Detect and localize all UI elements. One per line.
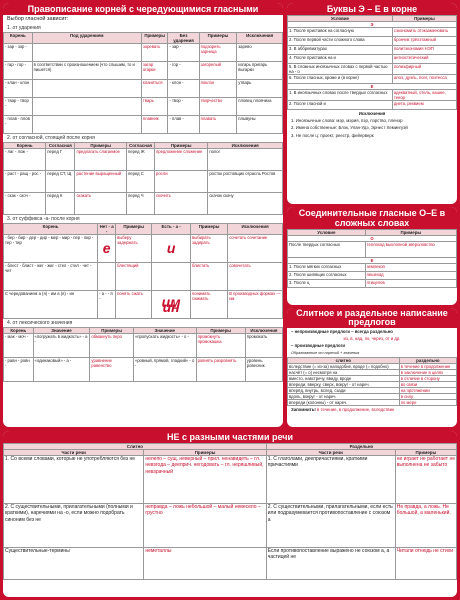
roots-panel <box>3 3 283 427</box>
roots-t4-cell: - мак - моч - <box>4 334 34 358</box>
ne-cell: 2. С существительными, прилагательными, если есть или подразумевается противопоставление с союзом а <box>266 504 395 548</box>
letters-cell: 1. В иноязычных словах после твердых согласных <box>288 90 393 101</box>
roots-t4-cell: уровень ровесник <box>245 358 282 382</box>
connect-row <box>288 242 457 258</box>
roots-section-4: 4. от лексического значения <box>7 320 73 326</box>
roots-t2-row <box>4 193 283 215</box>
roots-t2-header-1: Согласная <box>46 143 75 149</box>
roots-t3-header-2: Примеры <box>116 224 152 235</box>
roots-t4-header-3: Значение <box>133 328 196 334</box>
letters-cell: 6. После гласных, кроме и (в корне) <box>288 75 393 84</box>
prep-p2-sub: Образованные от наречий + значения <box>291 350 360 355</box>
roots-t1-cell: подзорить зарница <box>199 44 237 62</box>
ne-cell: неправда – ложь небольшой – малый невесело – грустно <box>144 504 266 548</box>
roots-t2-cell: растение выращенный <box>75 171 127 193</box>
prep-cell: в силу <box>399 393 456 399</box>
ne-header-2: Части речи <box>266 450 395 456</box>
roots-t2-header-3: Согласная <box>127 143 155 149</box>
letters-header-1: Примеры <box>392 16 456 22</box>
roots-section-1: 1. от ударения <box>7 25 41 31</box>
letters-row <box>288 64 457 75</box>
roots-t1-cell: зоревать <box>141 44 168 62</box>
ne-row <box>4 548 457 580</box>
roots-t4-cell: - равн - ровн - <box>4 358 34 382</box>
ne-cell: 1. С глаголами, деепричастиями, краткими причастиями <box>266 456 395 504</box>
ne-cell: Если противопоставление выражено не союзом а, а частицей не <box>266 548 395 580</box>
roots-t1-cell: плавать <box>199 116 237 134</box>
prep-cell: в течение в продолжение <box>399 363 456 369</box>
ne-header-3: Примеры <box>395 450 456 456</box>
prep-header-1: раздельно <box>399 357 456 363</box>
prep-row <box>288 399 457 405</box>
roots-t1-cell: плавник <box>141 116 168 134</box>
letters-cell: полиэфирный <box>392 64 456 75</box>
letters-cell: брэнчик трёхэтажный <box>392 37 456 46</box>
roots-t3-cell: е <box>98 235 116 263</box>
roots-t3-header-5: Исключения <box>228 224 283 235</box>
roots-t1-cell: кланяться <box>141 80 168 98</box>
letters-row <box>288 55 457 64</box>
letters-cell: политэкономия НЭП <box>392 46 456 55</box>
roots-t2-cell: - скак - скоч - <box>4 193 46 215</box>
ne-cell: нелепо – сущ. неверный – прил. ненавидеть – гл. невзгода – дееприч. негодовать – гл. неряшливый, невзрачный <box>144 456 266 504</box>
roots-t4-cell: обмакнуть перо <box>90 334 133 358</box>
roots-t3-cell: - блест - блист - жег - жиг - стел - стил - чет - чит <box>4 263 98 291</box>
roots-t2-cell: полог <box>208 149 283 171</box>
ne-title: НЕ с разными частями речи <box>3 431 457 443</box>
roots-t1-cell: - плав - <box>168 116 199 134</box>
roots-t2-cell: перед СТ, Щ <box>46 171 75 193</box>
roots-t4-header-0: Корень <box>4 328 34 334</box>
roots-t2-cell: перед Г <box>46 149 75 171</box>
roots-t3-cell: и <box>152 235 191 263</box>
roots-t3-cell: - а - - я - <box>98 291 116 319</box>
prep-cell: вместо, навстречу, ввиду, вроде <box>288 375 400 381</box>
connect-row <box>288 264 457 272</box>
ne-header-0: Части речи <box>4 450 144 456</box>
roots-section-2: 2. от согласной, стоящей после корня <box>7 135 95 141</box>
ne-row <box>4 456 457 504</box>
roots-t2-cell: скочить <box>155 193 208 215</box>
roots-t1-header-2: Примеры <box>141 33 168 44</box>
roots-t1-cell: тварь <box>141 98 168 116</box>
roots-t3-cell: выбирать задирать <box>190 235 227 263</box>
prep-cell: в отличие в сторону <box>399 375 456 381</box>
connect-cell: 3. После ц <box>288 280 366 288</box>
letters-exception: 2. Имена собственные: Блэк, Улан-Удэ, Эрнест Хемингуэй <box>291 125 408 131</box>
letters-cell: 3. В аббревиатурах <box>288 46 393 55</box>
connect-header-1: Примеры <box>365 230 456 236</box>
prep-cell: во связи <box>399 381 456 387</box>
prep-cell: вследствие (= из-за) наподобие, вроде (= подобно) <box>288 363 400 369</box>
roots-table-4 <box>3 327 283 382</box>
roots-t2-cell: предлагать слагаемое <box>75 149 127 171</box>
roots-t4-cell: промокнуть промокашка <box>196 334 245 358</box>
prep-p1: – непроизводные предлоги – всегда раздельно <box>291 329 393 334</box>
roots-t4-cell: «погружать в жидкость» - а - <box>33 334 90 358</box>
roots-t1-header-4: Примеры <box>199 33 237 44</box>
roots-t1-cell: - твар - твор - <box>4 98 33 116</box>
roots-t3-cell: сочетать сочетание <box>228 235 283 263</box>
roots-t3-cell: - бер - бир - дер - дир - мер - мир - пер - пир - тер - тир <box>4 235 98 263</box>
connect-cell: 1. После мягких согласных <box>288 264 366 272</box>
roots-t1-cell: утварь <box>237 80 283 98</box>
letters-table <box>287 15 457 110</box>
roots-t4-cell: «одинаковый» - а - <box>33 358 90 382</box>
prep-header-0: слитно <box>288 357 400 363</box>
connect-row <box>288 280 457 288</box>
prep-cell: вдоль, вокруг - от нареч. <box>288 393 400 399</box>
letters-cell: алоэ, дуэль, поэт, поэтесса <box>392 75 456 84</box>
roots-title: Правописание корней с чередующимися гласными <box>3 3 283 15</box>
roots-t2-cell: перед С <box>127 171 155 193</box>
roots-t2-header-0: Корень <box>4 143 46 149</box>
roots-t2-header-5: Исключения <box>208 143 283 149</box>
connect-cell: птицелов <box>365 280 456 288</box>
roots-table-3 <box>3 223 283 319</box>
roots-t1-header-1: Под ударением <box>32 33 141 44</box>
prep-row <box>288 363 457 369</box>
connect-cell: пешеход <box>365 272 456 280</box>
roots-t4-row <box>4 358 283 382</box>
roots-t1-cell: изгарь пригарь выгарки <box>237 62 283 80</box>
roots-t2-row <box>4 149 283 171</box>
ne-cell: не играет не работает не выполнена не забыто <box>395 456 456 504</box>
letters-exc-title: Исключения <box>358 111 386 116</box>
roots-t4-row <box>4 334 283 358</box>
ne-cell: 2. С существительными, прилагательными (полными и краткими), наречиями на -о, если можно подобрать синоним без не <box>4 504 144 548</box>
letters-row <box>288 90 457 101</box>
roots-t1-cell: зарево <box>237 44 283 62</box>
roots-t1-cell <box>32 80 141 98</box>
letters-exception: 1. Иноязычные слова: мэр, мэрия, пэр, пэрство, пленэр <box>291 118 403 124</box>
roots-t3-cell <box>98 263 116 291</box>
roots-t3-cell: совочетать <box>228 263 283 291</box>
roots-t1-cell: плывуны <box>237 116 283 134</box>
roots-t3-cell: В производных формах — им <box>228 291 283 319</box>
roots-t1-cell <box>32 116 141 134</box>
ne-cell: 1. Со всеми словами, которые не употребляются без не <box>4 456 144 504</box>
roots-t1-header-row <box>4 33 283 44</box>
ne-cell: неметаллы <box>144 548 266 580</box>
roots-t4-header-5: Исключения <box>245 328 282 334</box>
roots-t1-header-3: Без ударения <box>168 33 199 44</box>
roots-t1-cell: - гар - гор - <box>4 62 33 80</box>
letters-cell: 4. После приставок на и <box>288 55 393 64</box>
roots-t2-cell: перед К <box>46 193 75 215</box>
roots-t1-cell: - гор - <box>168 62 199 80</box>
connect-title: Соединительные гласные О–Е в сложных словах <box>287 207 457 229</box>
roots-t1-header-5: Исключения <box>237 33 283 44</box>
roots-t4-header-4: Примеры <box>196 328 245 334</box>
letters-header-0: Условие <box>288 16 393 22</box>
roots-t2-cell: росток ростовщик отрасль Ростов <box>208 171 283 193</box>
roots-t2-cell: скакать <box>75 193 127 215</box>
roots-t3-cell: понимать сжимать <box>190 291 227 319</box>
roots-t1-row <box>4 62 283 80</box>
roots-t1-cell: творчество <box>199 98 237 116</box>
ne-cell: Читали отнюдь не стихи <box>395 548 456 580</box>
roots-t2-row <box>4 171 283 193</box>
letters-row <box>288 75 457 84</box>
ne-header-1: Примеры <box>144 450 266 456</box>
letters-cell: 5. В сложных иноязычных словах с первой частью на - о <box>288 64 393 75</box>
roots-t3-cell: блистать <box>190 263 227 291</box>
roots-t3-header-row <box>4 224 283 235</box>
connect-o-letter: О <box>288 236 457 242</box>
letters-cell: 2. После первой части сложного слова <box>288 37 393 46</box>
roots-t1-cell: загар огарки <box>141 62 168 80</box>
roots-t1-cell: пловец пловчиха <box>237 98 283 116</box>
letters-exceptions <box>287 117 457 139</box>
roots-t1-cell: - зар - зор - <box>4 44 33 62</box>
letters-exception: 3. Не после ц: проект, реестр, фейерверк <box>291 132 374 138</box>
roots-t1-header-0: Корень <box>4 33 33 44</box>
letters-cell: 1. После приставок на согласную <box>288 28 393 37</box>
roots-t2-cell: росли <box>155 171 208 193</box>
prep-remember-label: Запомнить! <box>291 406 316 412</box>
roots-t4-cell: «ровный, прямой, гладкий» - о - <box>133 358 196 382</box>
prep-cell: в заключение в целях <box>399 369 456 375</box>
roots-t3-header-0: Корень <box>4 224 98 235</box>
roots-t1-cell: - зар - <box>168 44 199 62</box>
letters-cell: адекватный, отель, кашне, тенор <box>392 90 456 101</box>
roots-t2-cell: перед Ч <box>127 193 155 215</box>
prep-panel <box>287 308 457 427</box>
roots-t1-row <box>4 44 283 62</box>
prep-cell: по мере <box>399 399 456 405</box>
roots-t1-cell: - плав - плов - <box>4 116 33 134</box>
roots-t1-cell <box>32 98 141 116</box>
roots-t3-cell: им ин <box>152 291 191 319</box>
roots-t3-header-3: Есть - а - <box>152 224 191 235</box>
roots-table-1 <box>3 32 283 134</box>
connect-header-0: Условие <box>288 230 366 236</box>
roots-t1-cell: - твор - <box>168 98 199 116</box>
connect-panel <box>287 207 457 305</box>
roots-t4-cell: «пропускать жидкость» - о - <box>133 334 196 358</box>
roots-t1-cell: - клан - клон - <box>4 80 33 98</box>
roots-t4-cell: ровнять разровнять <box>196 358 245 382</box>
prep-cell: насчёт (= о) несмотря на <box>288 369 400 375</box>
prep-cell: на протяжении <box>399 387 456 393</box>
roots-t3-cell: блестящий <box>116 263 152 291</box>
connect-table <box>287 229 457 288</box>
ne-panel <box>3 431 457 597</box>
connect-cell: землекоп <box>365 264 456 272</box>
roots-t3-header-1: Нет - а - <box>99 224 114 234</box>
letters-ye-letter: Е <box>288 84 457 90</box>
roots-t1-cell: - клон - <box>168 80 199 98</box>
roots-t3-row <box>4 263 283 291</box>
roots-t4-cell: промокать <box>245 334 282 358</box>
letters-panel <box>287 3 457 204</box>
letters-e-letter: Э <box>288 22 457 28</box>
roots-t2-cell: перед Ж <box>127 149 155 171</box>
roots-t2-header-2: Примеры <box>75 143 127 149</box>
connect-e-letter: Е <box>288 258 457 264</box>
letters-cell: 2. После гласной и <box>288 101 393 110</box>
connect-cell: теплоход выхлопной звероловство <box>365 242 456 258</box>
roots-t4-cell: уравнение равенство <box>90 358 133 382</box>
roots-t1-row <box>4 98 283 116</box>
ne-slitno: Слитно <box>4 444 267 450</box>
roots-t3-row <box>4 291 283 319</box>
prep-p2: – производные предлоги <box>291 343 346 349</box>
roots-choose: Выбор гласной зависит: <box>7 16 69 22</box>
letters-cell: диета, реквием <box>392 101 456 110</box>
roots-t1-row <box>4 80 283 98</box>
roots-t2-header-4: Примеры <box>155 143 208 149</box>
letters-row <box>288 101 457 110</box>
prep-table <box>287 357 457 406</box>
roots-t1-row <box>4 116 283 134</box>
roots-t2-cell: - лаг - лож - <box>4 149 46 171</box>
roots-t4-header-2: Примеры <box>90 328 133 334</box>
roots-t3-cell: выберу задержать <box>116 235 152 263</box>
ne-row <box>4 504 457 548</box>
roots-t1-cell: в соответствии с произношением (что слышим, то и пишется) <box>32 62 141 80</box>
roots-t3-row <box>4 235 283 263</box>
roots-t1-cell <box>32 44 141 62</box>
roots-section-3: 3. от суффикса -а- после корня <box>7 216 80 222</box>
prep-cell: вперёд, внутрь, вслед, сзади <box>288 387 400 393</box>
connect-cell: 2. После шипящих согласных <box>288 272 366 280</box>
prep-cell: впереди (колонны) - от нареч. <box>288 399 400 405</box>
roots-t2-cell: предложение сложение <box>155 149 208 171</box>
prep-cell: впереди, вверху, сверх, вокруг - от нареч. <box>288 381 400 387</box>
prep-remember <box>287 406 457 413</box>
ne-cell: Не правда, а ложь. Не большой, а маленький. <box>395 504 456 548</box>
ne-table <box>3 443 457 580</box>
prep-p1-examples: из, в, над, по, через, от и др. <box>343 336 401 342</box>
ne-razdelno: Раздельно <box>266 444 456 450</box>
prep-remember-text: в течение, в продолжение, вследствие <box>317 406 395 412</box>
roots-t3-header-4: Примеры <box>190 224 227 235</box>
roots-t3-cell: С чередованием а (я) - им а (я) - ин <box>4 291 98 319</box>
prep-title: Слитное и раздельное написание предлогов <box>287 308 457 328</box>
letters-row <box>288 46 457 55</box>
roots-t1-cell: поклон <box>199 80 237 98</box>
letters-cell: антиэстетический <box>392 55 456 64</box>
roots-t2-cell: - раст - ращ - рос - <box>4 171 46 193</box>
letters-row <box>288 37 457 46</box>
roots-t4-header-1: Значение <box>33 328 90 334</box>
roots-table-2 <box>3 142 283 215</box>
connect-cell: После твердых согласных <box>288 242 366 258</box>
roots-t3-cell <box>152 263 191 291</box>
letters-cell: сэкономить отэкзаменовать <box>392 28 456 37</box>
roots-t3-cell: понять сжать <box>116 291 152 319</box>
roots-t1-cell: загорелый <box>199 62 237 80</box>
roots-t2-cell: скачок скачу <box>208 193 283 215</box>
letters-row <box>288 28 457 37</box>
connect-row <box>288 272 457 280</box>
ne-cell: Существительные-термины <box>4 548 144 580</box>
letters-title: Буквы Э – Е в корне <box>287 3 457 15</box>
